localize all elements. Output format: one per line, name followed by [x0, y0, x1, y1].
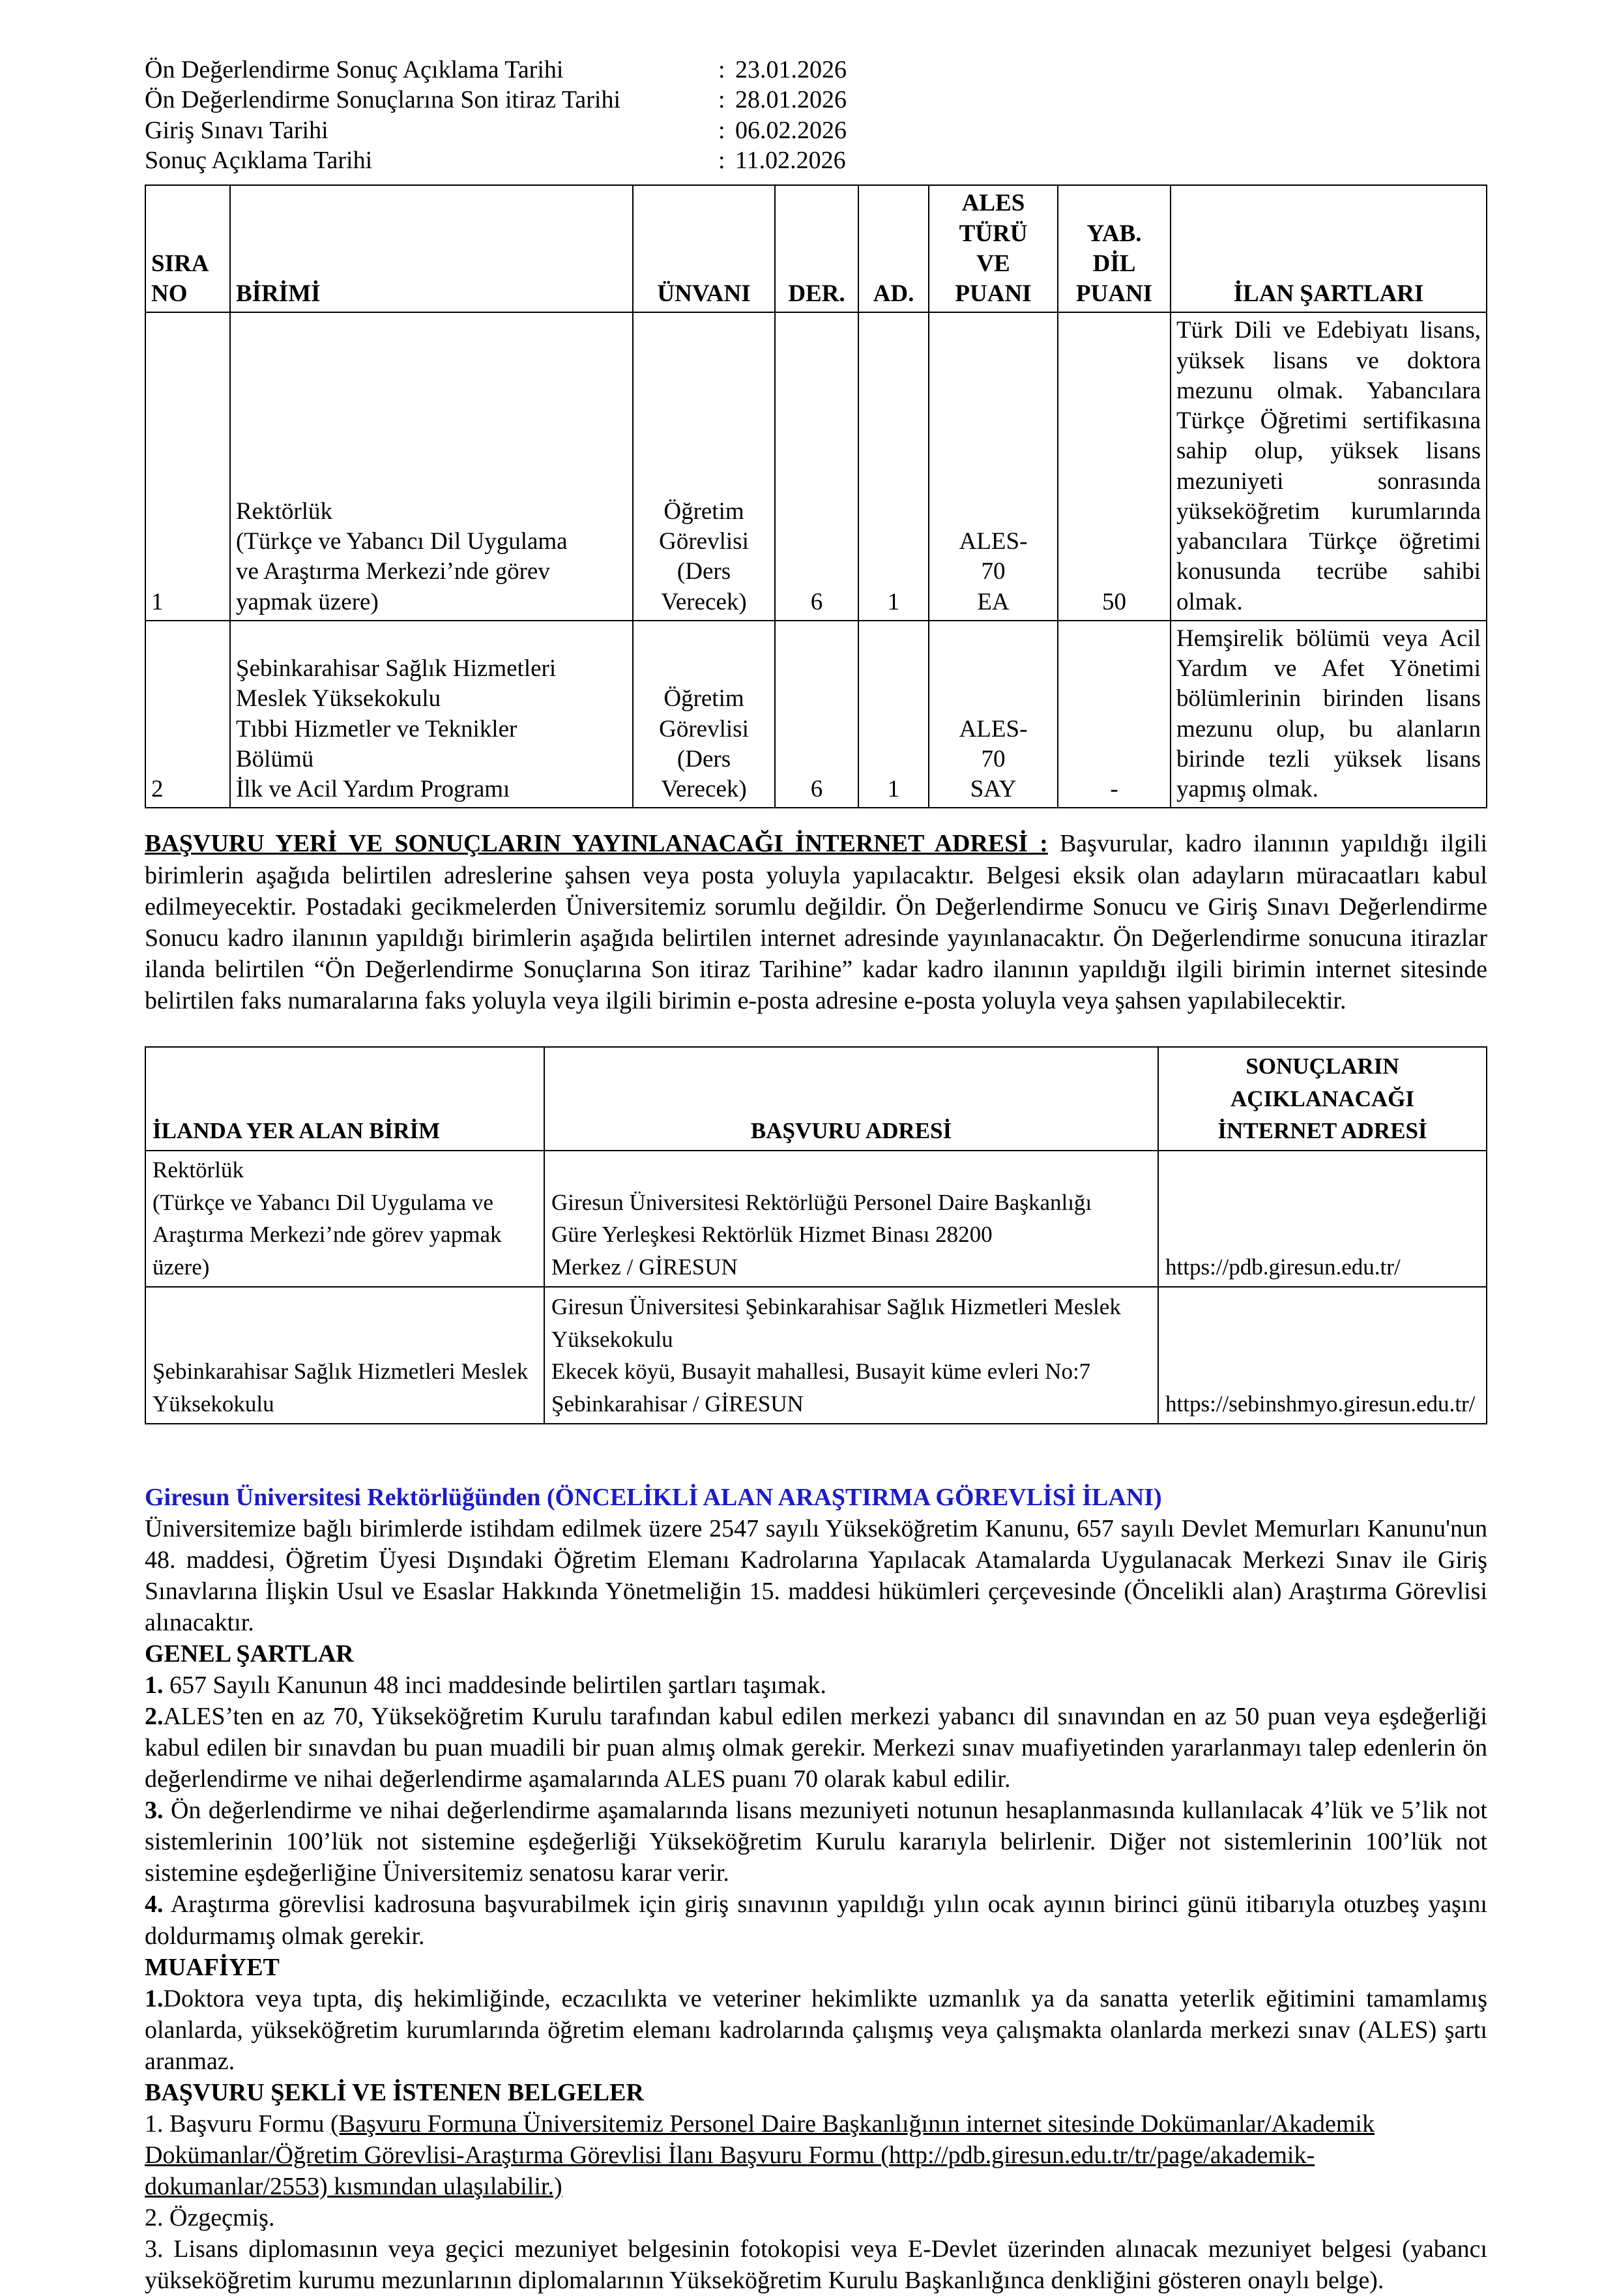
item-number: 1.: [145, 1984, 164, 2012]
item-number: 3.: [145, 1797, 164, 1825]
cell-ilan-sartlari: Türk Dili ve Edebiyatı lisans, yüksek lisans ve doktora mezunu olmak. Yabancılara Türkçe Öğretimi sertifikasına sahip olup, yüksek lisans mezuniyeti sonrasında yükseköğretim kurumlarında yabancılara Türkçe öğretimi konusunda tecrübe sahibi olmak.: [1171, 312, 1487, 621]
application-address-paragraph: [145, 828, 1487, 1016]
unvani-line: Verecek): [661, 588, 747, 615]
unvani-line: Görevlisi: [659, 715, 749, 743]
unvani-line: Öğretim: [663, 685, 744, 713]
cell-yab-dil-puani: 50: [1058, 312, 1171, 621]
date-value: 06.02.2026: [735, 116, 847, 144]
address-table-body: [145, 1151, 1487, 1424]
adres-line: Ekecek köyü, Busayit mahallesi, Busayit küme evleri No:7: [551, 1359, 1091, 1385]
cell-unvani: [633, 621, 775, 808]
ales-header-line3: VE: [976, 250, 1010, 277]
announcement-section: [145, 1482, 1487, 2296]
basvuru-item-underlined-1: (Başvuru Formuna Üniversitemiz Personel Daire Başkanlığının internet sitesinde Dokümanlar/Akademik Dokümanlar/Öğretim Görevlisi-Araştırma Görevlisi İlanı Başvuru Formu (: [145, 2110, 1375, 2169]
adres-line: Giresun Üniversitesi Şebinkarahisar Sağlık Hizmetleri Meslek: [551, 1293, 1121, 1319]
internet-header-line1: SONUÇLARIN AÇIKLANACAĞI: [1231, 1053, 1414, 1111]
genel-sartlar-item-2: [145, 1701, 1487, 1795]
unvani-line: Görevlisi: [659, 528, 749, 555]
address-table: [145, 1046, 1487, 1424]
cell-der: 6: [775, 312, 858, 621]
table-row: [145, 1287, 1487, 1424]
genel-sartlar-item-4: [145, 1889, 1487, 1951]
yab-header-line3: PUANI: [1075, 280, 1153, 308]
basvuru-form-url[interactable]: http://pdb.giresun.edu.tr/tr/page/akademik-dokumanlar/2553): [145, 2141, 1315, 2200]
date-value: 11.02.2026: [735, 147, 846, 175]
cell-sira-no: 1: [145, 312, 230, 621]
unvani-line: Verecek): [661, 776, 747, 803]
date-separator: :: [718, 56, 725, 83]
cell-unvani: [633, 312, 775, 621]
col-header-sira-no-line2: NO: [151, 280, 188, 308]
item-text: Araştırma görevlisi kadrosuna başvurabilmek için giriş sınavının yapıldığı yılın ocak ayının birinci günü itibarıyla otuzbeş yaşını doldurmamış olmak gerekir.: [145, 1891, 1487, 1950]
application-paragraph: [145, 828, 1487, 1016]
cell-ad: 1: [858, 312, 929, 621]
table-header-row: [145, 185, 1487, 312]
ales-line: EA: [977, 588, 1010, 615]
col-header-der: DER.: [775, 185, 858, 312]
internet-header-line2: İNTERNET ADRESİ: [1217, 1118, 1427, 1144]
unvani-line: (Ders: [677, 558, 731, 585]
cell-basvuru-adresi: [544, 1287, 1158, 1424]
birim-line: Rektörlük: [153, 1156, 244, 1183]
cell-birimi: [230, 621, 633, 808]
address-table-header: [145, 1047, 1487, 1151]
item-text: ALES’ten en az 70, Yükseköğretim Kurulu tarafından kabul edilen merkezi yabancı dil sınavından en az 50 puan veya eşdeğerliği kabul edilen bir sınavdan bu puan muadili bir puan almış olmak gerekir. Merkezi sınav muafiyetinden yararlanmayı talep edenlerin ön değerlendirme ve nihai değerlendirme aşamalarında ALES puanı 70 olarak kabul edilir.: [145, 1703, 1487, 1793]
announcement-heading: Giresun Üniversitesi Rektörlüğünden (ÖNCELİKLİ ALAN ARAŞTIRMA GÖREVLİSİ İLANI): [145, 1483, 1162, 1511]
cell-internet-adresi[interactable]: https://pdb.giresun.edu.tr/: [1158, 1151, 1487, 1287]
cell-yab-dil-puani: -: [1058, 621, 1171, 808]
date-row: [145, 145, 1487, 175]
date-label: Giriş Sınavı Tarihi: [145, 116, 328, 144]
key-dates-list: [145, 55, 1487, 175]
date-value: 28.01.2026: [735, 86, 847, 114]
col-header-ales-turu-puani: [929, 185, 1058, 312]
item-number: 4.: [145, 1891, 164, 1919]
cell-ilan-sartlari: Hemşirelik bölümü veya Acil Yardım ve Afet Yönetimi bölümlerinin birinden lisans mezunu olup, bu alanların birinde tezli yüksek lisans yapmış olmak.: [1171, 621, 1487, 808]
muafiyet-item-1: [145, 1983, 1487, 2077]
col-header-birimi: BİRİMİ: [230, 185, 633, 312]
date-label: Sonuç Açıklama Tarihi: [145, 147, 373, 175]
genel-sartlar-heading: GENEL ŞARTLAR: [145, 1640, 354, 1668]
ales-line: ALES-: [959, 528, 1028, 555]
ales-line: 70: [981, 558, 1006, 585]
table-row: [145, 1151, 1487, 1287]
date-label: Ön Değerlendirme Sonuçlarına Son itiraz Tarihi: [145, 86, 621, 114]
birim-line: Yüksekokulu: [153, 1391, 274, 1417]
unvani-line: (Ders: [677, 745, 731, 773]
cell-birim: [145, 1287, 544, 1424]
basvuru-item-1: [145, 2108, 1487, 2202]
col-header-ilan-sartlari: İLAN ŞARTLARI: [1171, 185, 1487, 312]
cell-ales-turu-puani: [929, 621, 1058, 808]
cell-birimi: [230, 312, 633, 621]
ales-line: SAY: [970, 776, 1017, 803]
ales-line: 70: [981, 745, 1006, 773]
cadre-table: [145, 184, 1487, 808]
birimi-line: (Türkçe ve Yabancı Dil Uygulama: [236, 528, 568, 555]
cell-der: 6: [775, 621, 858, 808]
birimi-line: Bölümü: [236, 745, 314, 773]
cell-sira-no: 2: [145, 621, 230, 808]
adres-line: Şebinkarahisar / GİRESUN: [551, 1391, 804, 1417]
item-text: 657 Sayılı Kanunun 48 inci maddesinde belirtilen şartları taşımak.: [163, 1671, 826, 1699]
adres-line: Giresun Üniversitesi Rektörlüğü Personel Daire Başkanlığı: [551, 1189, 1092, 1215]
date-separator: :: [718, 116, 725, 144]
basvuru-sekli-heading: BAŞVURU ŞEKLİ VE İSTENEN BELGELER: [145, 2078, 644, 2106]
basvuru-item-3: 3. Lisans diplomasının veya geçici mezuniyet belgesinin fotokopisi veya E-Devlet üzerinden alınacak mezuniyet belgesi (yabancı yükseköğretim kurumu mezunlarının diplomalarının Yükseköğretim Kurulu Başkanlığınca denkliğini gösteren onaylı belge).: [145, 2235, 1487, 2295]
ales-header-line2: TÜRÜ: [959, 220, 1028, 247]
col-header-unvani: ÜNVANI: [633, 185, 775, 312]
basvuru-item-underlined-2: kısmından ulaşılabilir.): [327, 2173, 562, 2200]
application-body-text: Başvurular, kadro ilanının yapıldığı ilgili birimlerin aşağıda belirtilen adreslerine şahsen veya posta yoluyla yapılacaktır. Belgesi eksik olan adayların müracaatları kabul edilmeyecektir. Postadaki gecikmelerden Üniversitemiz sorumlu değildir. Ön Değerlendirme Sonucu ve Giriş Sınavı Değerlendirme Sonucu kadro ilanının yapıldığı birimlerin aşağıda belirtilen internet adresinde yayınlanacaktır. Ön Değerlendirme sonucuna itirazlar ilanda belirtilen “Ön Değerlendirme Sonuçlarına Son itiraz Tarihine” kadar kadro ilanının yapıldığı ilgili birimin internet sitesinde belirtilen faks numaralarına faks yoluyla veya ilgili birimin e-posta adresine e-posta yoluyla veya şahsen yapılabilecektir.: [145, 830, 1487, 1014]
ales-header-line1: ALES: [961, 190, 1025, 217]
cadre-table-header: [145, 185, 1487, 312]
table-row: [145, 312, 1487, 621]
col-header-ad: AD.: [858, 185, 929, 312]
adres-line: Güre Yerleşkesi Rektörlük Hizmet Binası 28200: [551, 1222, 993, 1248]
birim-line: üzere): [153, 1254, 210, 1280]
col-header-sira-no-line1: SIRA: [151, 250, 209, 277]
item-text: Ön değerlendirme ve nihai değerlendirme aşamalarında lisans mezuniyeti notunun hesaplanmasında kullanılacak 4’lük ve 5’lik not sistemlerinin 100’lük not sistemine eşdeğerliği Yükseköğretim Kurulu kararıyla belirlenir. Diğer not sistemlerinin 100’lük not sistemine eşdeğerliğine Üniversitemiz senatosu karar verir.: [145, 1797, 1487, 1887]
genel-sartlar-item-3: [145, 1795, 1487, 1889]
date-separator: :: [718, 147, 725, 175]
adres-line: Merkez / GİRESUN: [551, 1254, 738, 1280]
date-row: [145, 85, 1487, 115]
yab-header-line1: YAB.: [1086, 220, 1142, 247]
table-row: [145, 621, 1487, 808]
cell-basvuru-adresi: [544, 1151, 1158, 1287]
cell-ad: 1: [858, 621, 929, 808]
cadre-table-body: [145, 312, 1487, 808]
adres-line: Yüksekokulu: [551, 1326, 673, 1352]
yab-header-line2: DİL: [1092, 250, 1136, 277]
item-number: 2.: [145, 1703, 164, 1731]
cell-birim: [145, 1151, 544, 1287]
cell-internet-adresi[interactable]: https://sebinshmyo.giresun.edu.tr/: [1158, 1287, 1487, 1424]
unvani-line: Öğretim: [663, 497, 744, 525]
birim-line: Şebinkarahisar Sağlık Hizmetleri Meslek: [153, 1359, 529, 1385]
col-header-ilanda-yer-alan-birim: İLANDA YER ALAN BİRİM: [145, 1047, 544, 1151]
birimi-line: ve Araştırma Merkezi’nde görev: [236, 558, 550, 585]
muafiyet-heading: MUAFİYET: [145, 1953, 280, 1981]
date-row: [145, 115, 1487, 145]
birimi-line: Şebinkarahisar Sağlık Hizmetleri: [236, 655, 557, 683]
item-text: Doktora veya tıpta, diş hekimliğinde, eczacılıkta ve veteriner hekimlikte uzmanlık ya da sanatta yeterlik eğitimini tamamlamış olanlarda, yükseköğretim kurumlarında öğretim elemanı kadrolarında çalışmış veya çalışmakta olanlarda merkezi sınav (ALES) şartı aranmaz.: [145, 1984, 1487, 2075]
col-header-sira-no: [145, 185, 230, 312]
date-value: 23.01.2026: [735, 56, 847, 83]
col-header-basvuru-adresi: BAŞVURU ADRESİ: [544, 1047, 1158, 1151]
date-label: Ön Değerlendirme Sonuç Açıklama Tarihi: [145, 56, 564, 83]
basvuru-item-2: 2. Özgeçmiş.: [145, 2204, 275, 2232]
item-number: 1.: [145, 1671, 164, 1699]
table-header-row: [145, 1047, 1487, 1151]
cell-ales-turu-puani: [929, 312, 1058, 621]
birimi-line: İlk ve Acil Yardım Programı: [236, 776, 510, 803]
ales-header-line4: PUANI: [955, 280, 1032, 308]
birimi-line: Tıbbi Hizmetler ve Teknikler: [236, 715, 517, 743]
birim-line: Araştırma Merkezi’nde görev yapmak: [153, 1222, 502, 1248]
ales-line: ALES-: [959, 715, 1028, 743]
genel-sartlar-item-1: [145, 1670, 1487, 1701]
col-header-yab-dil-puani: [1058, 185, 1171, 312]
birimi-line: Meslek Yüksekokulu: [236, 685, 441, 713]
announcement-intro: Üniversitemize bağlı birimlerde istihdam edilmek üzere 2547 sayılı Yükseköğretim Kanunu, 657 sayılı Devlet Memurları Kanunu'nun 48. maddesi, Öğretim Üyesi Dışındaki Öğretim Elemanı Kadrolarına Yapılacak Atamalarda Uygulanacak Merkezi Sınav ile Giriş Sınavlarına İlişkin Usul ve Esaslar Hakkında Yönetmeliğin 15. maddesi hükümleri çerçevesinde (Öncelikli alan) Araştırma Görevlisi alınacaktır.: [145, 1514, 1487, 1636]
basvuru-item-prefix: 1. Başvuru Formu: [145, 2110, 330, 2138]
date-separator: :: [718, 86, 725, 114]
birimi-line: yapmak üzere): [236, 588, 379, 615]
birimi-line: Rektörlük: [236, 497, 332, 525]
application-heading: BAŞVURU YERİ VE SONUÇLARIN YAYINLANACAĞI İNTERNET ADRESİ :: [145, 830, 1048, 858]
date-row: [145, 55, 1487, 85]
birim-line: (Türkçe ve Yabancı Dil Uygulama ve: [153, 1189, 493, 1215]
col-header-sonuclarin-internet-adresi: [1158, 1047, 1487, 1151]
